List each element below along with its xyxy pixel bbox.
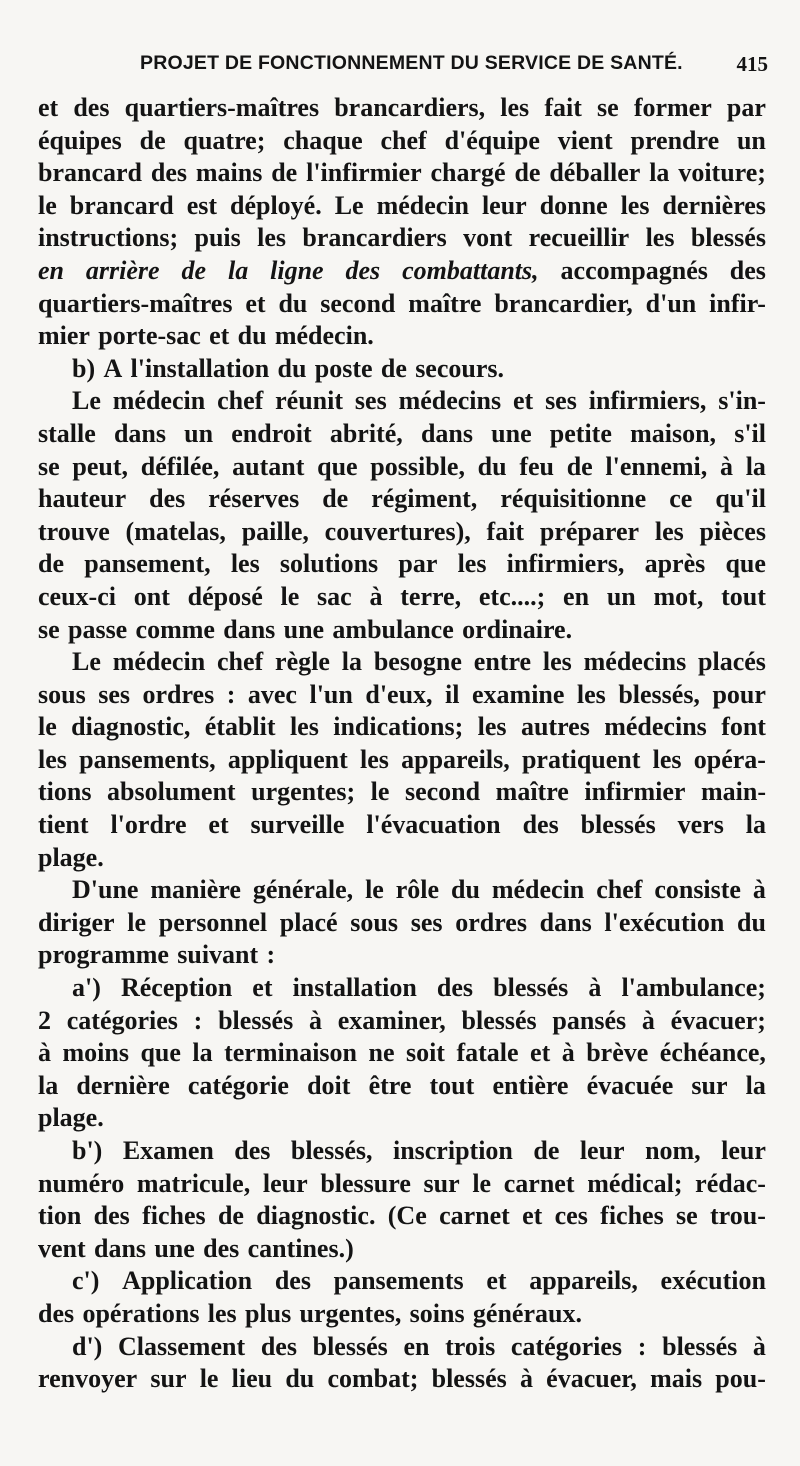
text-line: Le médecin chef réunit ses médecins et ses infirmiers, s'in- (72, 386, 766, 416)
text-line: numéro matricule, leur blessure sur le carnet médical; rédac- (38, 1168, 766, 1198)
text-line: b) A l'installation du poste de secours. (72, 353, 505, 383)
text-line: renvoyer sur le lieu du combat; blessés à évacuer, mais pou- (38, 1364, 766, 1394)
text-line: de pansement, les solutions par les infirmiers, après que (38, 549, 766, 579)
text-line: a') Réception et installation des blessés à l'ambulance; (72, 973, 766, 1003)
text-line: trouve (matelas, paille, couvertures), fait préparer les pièces (38, 516, 766, 546)
text-line: le diagnostic, établit les indications; les autres médecins font (38, 712, 766, 742)
text-line: quartiers-maîtres et du second maître brancardier, d'un infir- (38, 288, 766, 318)
text-line: tient l'ordre et surveille l'évacuation des blessés vers la (38, 810, 766, 840)
text-line: mier porte-sac et du médecin. (38, 321, 374, 351)
text-line: se passe comme dans une ambulance ordinaire. (38, 614, 573, 644)
body-text (38, 92, 766, 1396)
text-line: et des quartiers-maîtres brancardiers, les fait se former par (38, 93, 766, 122)
text-line: le brancard est déployé. Le médecin leur donne les dernières (38, 190, 766, 220)
text-line: brancard des mains de l'infirmier chargé de déballer la voiture; (38, 158, 766, 188)
text-line: sous ses ordres : avec l'un d'eux, il examine les blessés, pour (38, 679, 766, 709)
running-header (0, 52, 800, 84)
text-line: programme suivant : (38, 940, 276, 970)
running-title: PROJET DE FONCTIONNEMENT DU SERVICE DE SANTÉ. (140, 52, 683, 74)
text-line: d') Classement des blessés en trois catégories : blessés à (72, 1331, 766, 1361)
text-line: tions absolument urgentes; le second maître infirmier main- (38, 777, 766, 807)
text-line: b') Examen des blessés, inscription de leur nom, leur (72, 1136, 766, 1165)
text-line: Le médecin chef règle la besogne entre les médecins placés (72, 647, 766, 677)
text-line: tion des fiches de diagnostic. (Ce carnet et ces fiches se trou- (38, 1201, 766, 1231)
text-line: se peut, défilée, autant que possible, du feu de l'ennemi, à la (38, 451, 766, 481)
text-line: 2 catégories : blessés à examiner, blessés pansés à évacuer; (38, 1005, 766, 1035)
text-line: instructions; puis les brancardiers vont recueillir les blessés (38, 223, 766, 253)
text-line: plage. (38, 842, 104, 872)
text-line: à moins que la terminaison ne soit fatale et à brève échéance, (38, 1038, 766, 1068)
text-line: des opérations les plus urgentes, soins généraux. (38, 1298, 582, 1328)
text-line: diriger le personnel placé sous ses ordres dans l'exécution du (38, 907, 766, 937)
text-line: c') Application des pansements et appareils, exécution (72, 1266, 766, 1296)
text-line: hauteur des réserves de régiment, réquisitionne ce qu'il (38, 484, 766, 514)
text-line: les pansements, appliquent les appareils, pratiquent les opéra- (38, 744, 766, 774)
text-line: équipes de quatre; chaque chef d'équipe vient prendre un (38, 125, 766, 155)
text-line: en arrière de la ligne des combattants, accompagnés des (38, 255, 766, 285)
text-line: D'une manière générale, le rôle du médecin chef consiste à (72, 875, 766, 905)
text-line: vent dans une des cantines.) (38, 1233, 354, 1263)
page-number: 415 (736, 52, 768, 76)
text-line: stalle dans un endroit abrité, dans une petite maison, s'il (38, 418, 766, 448)
text-line: plage. (38, 1103, 104, 1133)
text-line: la dernière catégorie doit être tout entière évacuée sur la (38, 1070, 766, 1100)
text-line: ceux-ci ont déposé le sac à terre, etc....; en un mot, tout (38, 581, 766, 611)
